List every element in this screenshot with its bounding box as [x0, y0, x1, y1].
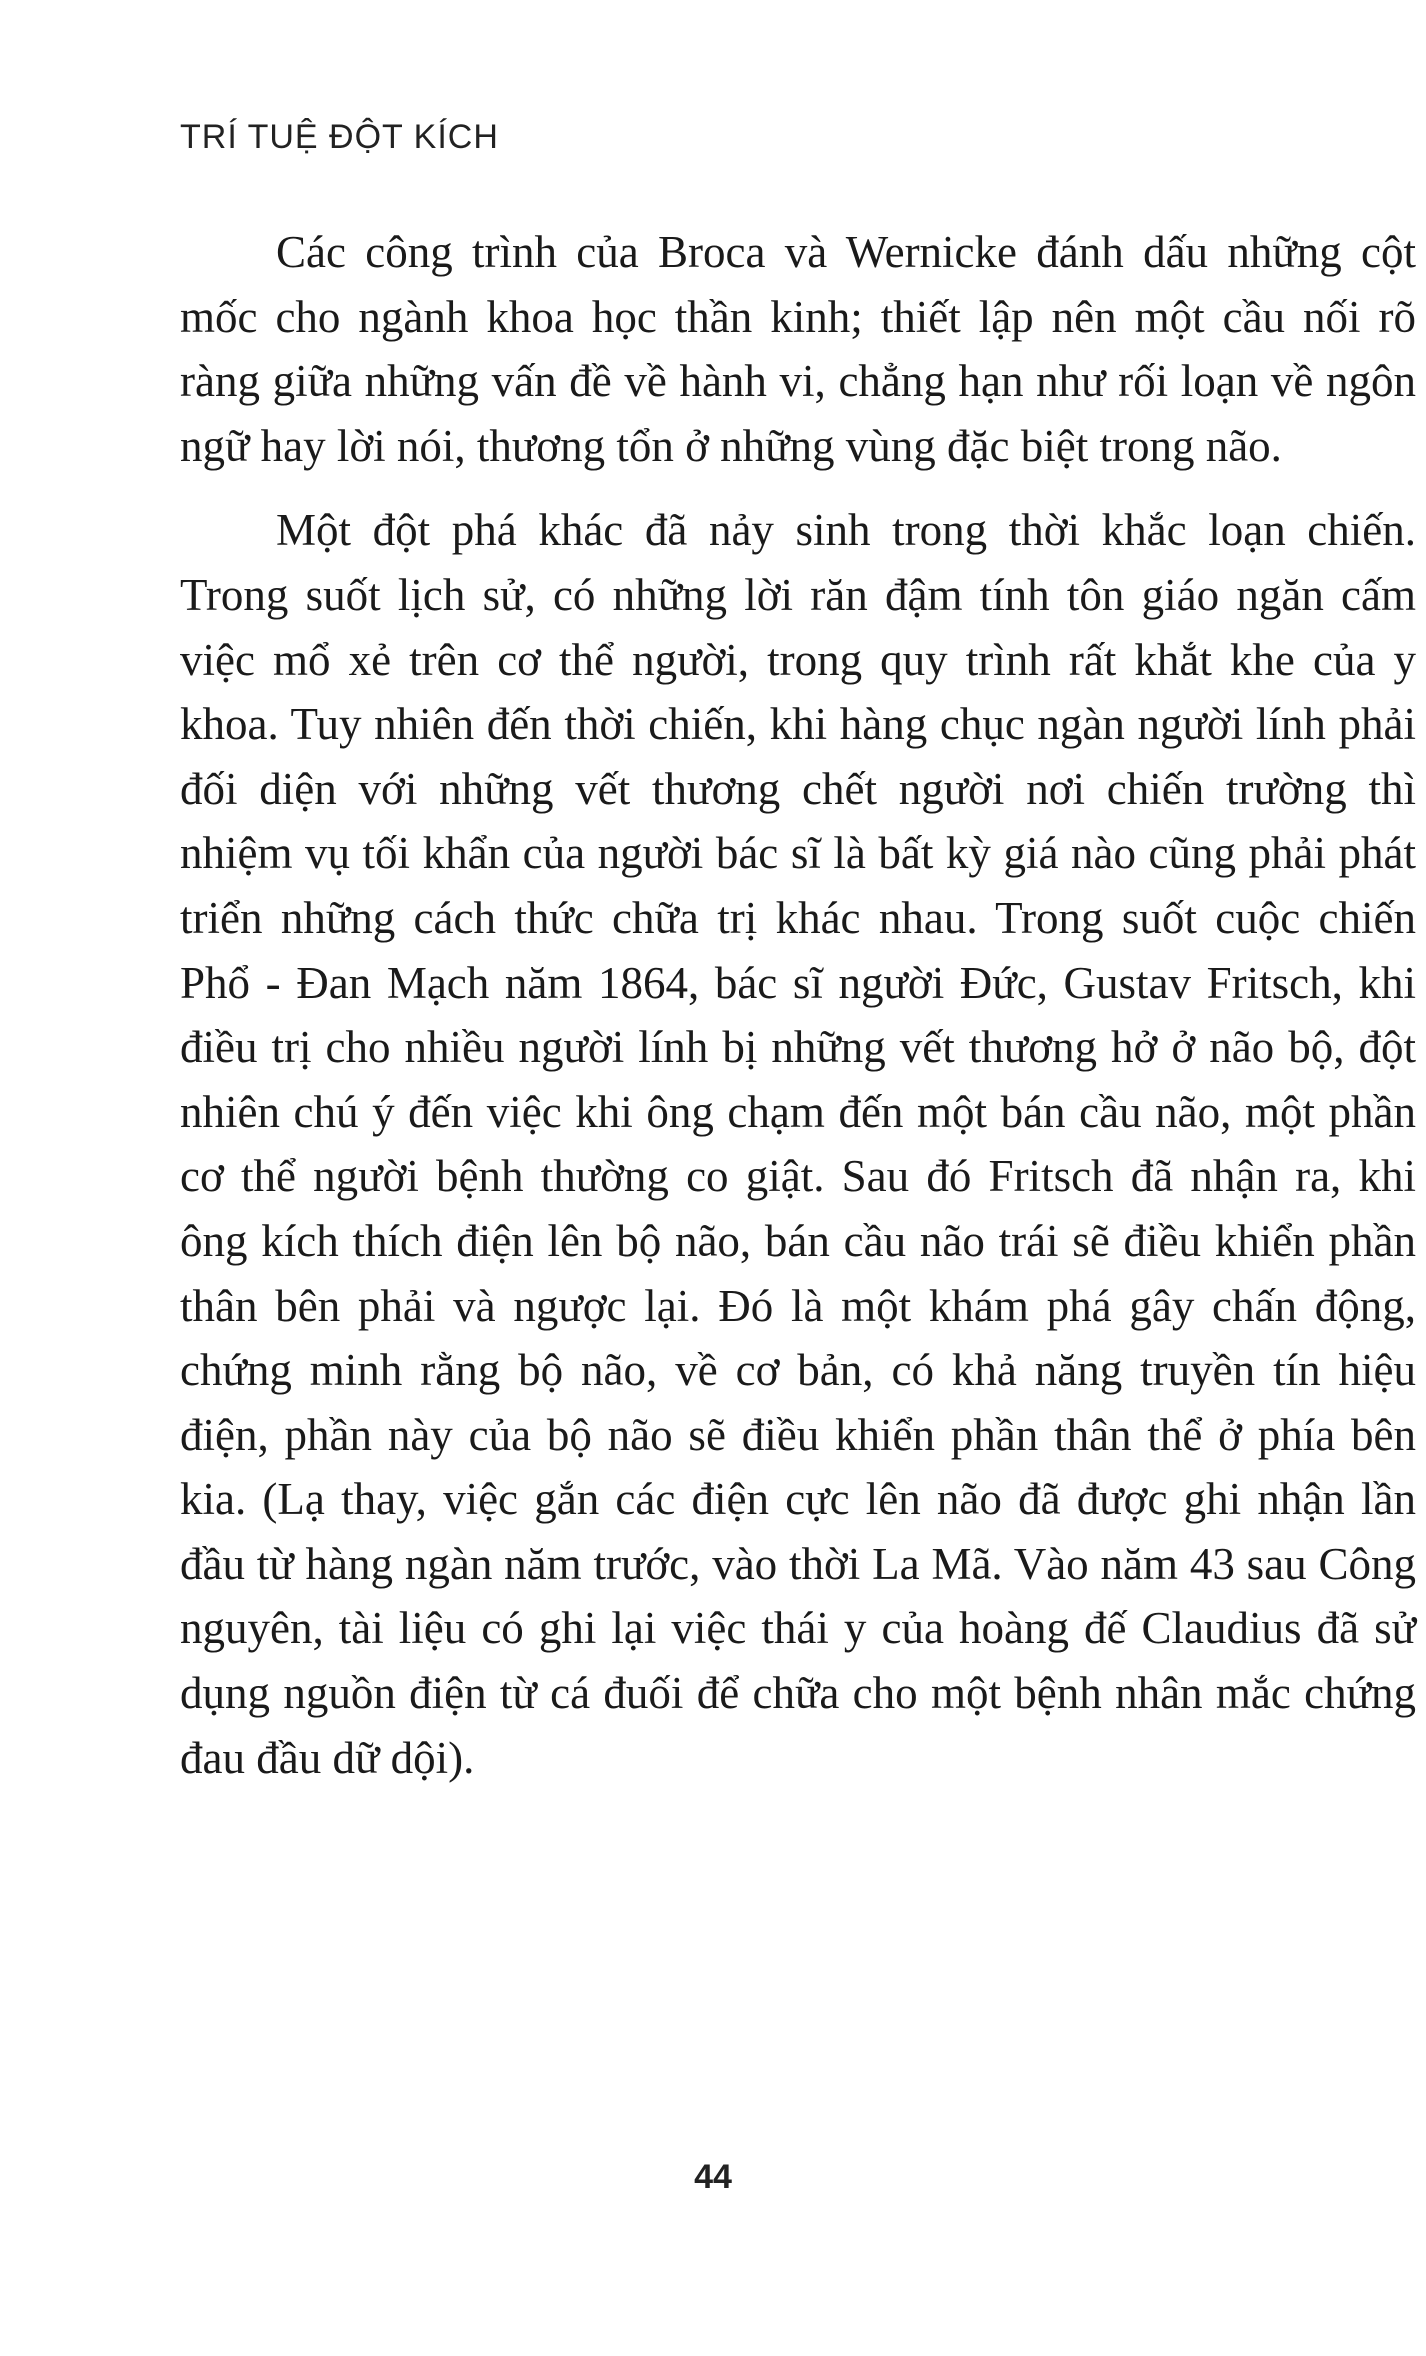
- paragraph: Một đột phá khác đã nảy sinh trong thời khắc loạn chiến. Trong suốt lịch sử, có những lời răn đậm tính tôn giáo ngăn cấm việc mổ xẻ trên cơ thể người, trong quy trình rất khắt khe của y khoa. Tuy nhiên đến thời chiến, khi hàng chục ngàn người lính phải đối diện với những vết thương chết người nơi chiến trường thì nhiệm vụ tối khẩn của người bác sĩ là bất kỳ giá nào cũng phải phát triển những cách thức chữa trị khác nhau. Trong suốt cuộc chiến Phổ - Đan Mạch năm 1864, bác sĩ người Đức, Gustav Fritsch, khi điều trị cho nhiều người lính bị những vết thương hở ở não bộ, đột nhiên chú ý đến việc khi ông chạm đến một bán cầu não, một phần cơ thể người bệnh thường co giật. Sau đó Fritsch đã nhận ra, khi ông kích thích điện lên bộ não, bán cầu não trái sẽ điều khiển phần thân bên phải và ngược lại. Đó là một khám phá gây chấn động, chứng minh rằng bộ não, về cơ bản, có khả năng truyền tín hiệu điện, phần này của bộ não sẽ điều khiển phần thân thể ở phía bên kia. (Lạ thay, việc gắn các điện cực lên não đã được ghi nhận lần đầu từ hàng ngàn năm trước, vào thời La Mã. Vào năm 43 sau Công nguyên, tài liệu có ghi lại việc thái y của hoàng đế Claudius đã sử dụng nguồn điện từ cá đuối để chữa cho một bệnh nhân mắc chứng đau đầu dữ dội).: [180, 505, 1416, 1783]
- body-text: [180, 220, 1416, 1790]
- page-number: 44: [694, 2158, 732, 2196]
- paragraph: Các công trình của Broca và Wernicke đánh dấu những cột mốc cho ngành khoa học thần kinh; thiết lập nên một cầu nối rõ ràng giữa những vấn đề về hành vi, chẳng hạn như rối loạn về ngôn ngữ hay lời nói, thương tổn ở những vùng đặc biệt trong não.: [180, 227, 1416, 471]
- running-header: TRÍ TUỆ ĐỘT KÍCH: [180, 118, 499, 156]
